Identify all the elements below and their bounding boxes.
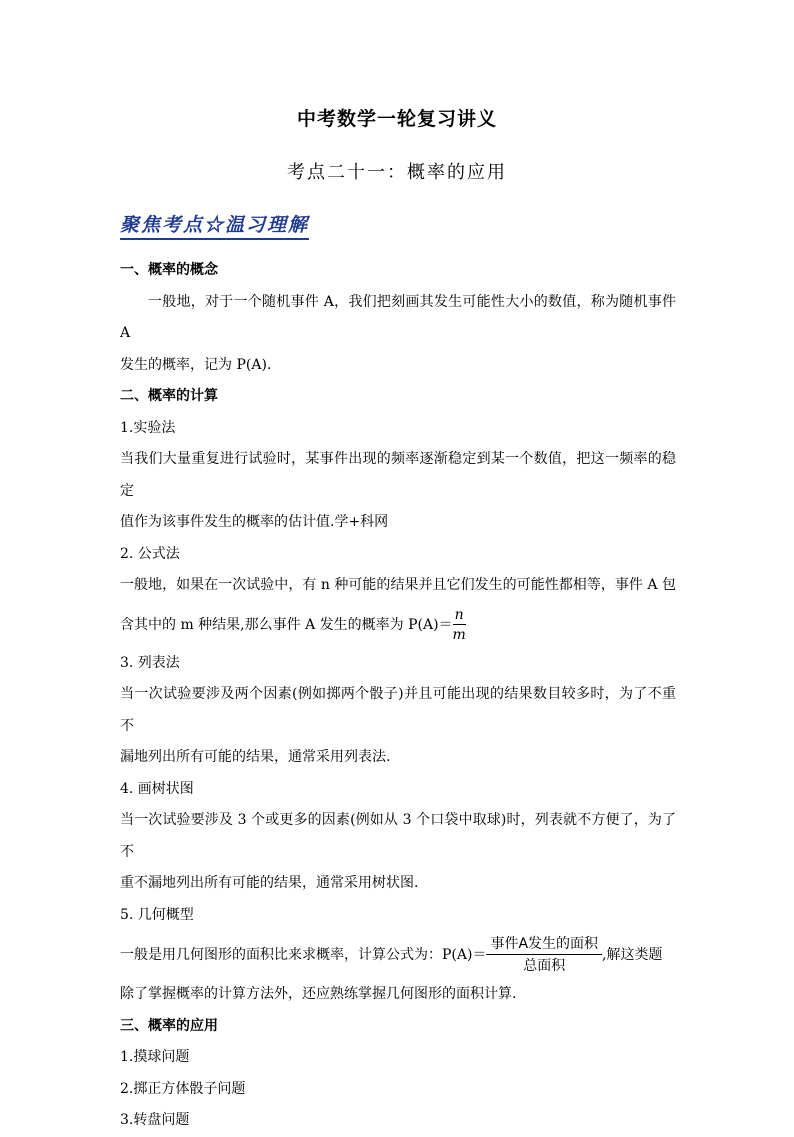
method-title-geometric: 5. 几何概型 <box>120 906 194 923</box>
method-title-formula: 2. 公式法 <box>120 545 180 562</box>
formula-line2-text: 含其中的 m 种结果,那么事件 A 发生的概率为 P(A)＝ <box>120 616 453 633</box>
heading-probability-concept: 一、概率的概念 <box>120 262 218 278</box>
method-title-experiment: 1.实验法 <box>120 419 176 436</box>
application-item-ball: 1.摸球问题 <box>120 1049 190 1065</box>
heading-probability-application: 三、概率的应用 <box>120 1017 218 1034</box>
paragraph-experiment-line2: 值作为该事件发生的概率的估计值.学+科网 <box>120 514 389 530</box>
method-title-table: 3. 列表法 <box>120 654 180 671</box>
paragraph-experiment-line1: 当我们大量重复进行试验时，某事件出现的频率逐渐稳定到某一个数值，把这一频率的稳定 <box>120 451 676 499</box>
paragraph-tree-line1: 当一次试验要涉及 3 个或更多的因素(例如从 3 个口袋中取球)时，列表就不方便了，为了不 <box>120 812 676 860</box>
paragraph-geometric-line1 <box>120 935 676 975</box>
application-item-dice: 2.掷正方体骰子问题 <box>120 1080 246 1097</box>
paragraph-geometric-line2: 除了掌握概率的计算方法外，还应熟练掌握几何图形的面积计算. <box>120 986 517 1002</box>
paragraph-table-line2: 漏地列出所有可能的结果，通常采用列表法. <box>120 749 391 765</box>
paragraph-tree-line2: 重不漏地列出所有可能的结果，通常采用树状图. <box>120 875 419 891</box>
paragraph-formula-line1: 一般地，如果在一次试验中，有 n 种可能的结果并且它们发生的可能性都相等，事件 A 包 <box>120 577 676 593</box>
paragraph-concept-line1: 一般地，对于一个随机事件 A，我们把刻画其发生可能性大小的数值，称为随机事件 A <box>120 293 676 341</box>
geometric-line1-text: 一般是用几何图形的面积比来求概率，计算公式为：P(A)＝ <box>120 947 487 963</box>
document-title: 中考数学一轮复习讲义 <box>296 108 497 130</box>
heading-probability-calculation: 二、概率的计算 <box>120 388 218 404</box>
document-body <box>120 255 676 1137</box>
geometric-fraction-denominator: 总面积 <box>523 958 566 974</box>
fraction-denominator: m <box>452 626 466 643</box>
paragraph-concept-line2: 发生的概率，记为 P(A). <box>120 356 272 373</box>
geometric-fraction <box>486 937 602 973</box>
document-subtitle: 考点二十一：概率的应用 <box>287 162 507 183</box>
geometric-line1-tail: ,解这类题 <box>602 947 663 963</box>
fraction-numerator: n <box>453 608 466 625</box>
paragraph-table-line1: 当一次试验要涉及两个因素(例如掷两个骰子)并且可能出现的结果数目较多时，为了不重不 <box>120 686 676 734</box>
formula-fraction <box>453 608 466 642</box>
method-title-tree-diagram: 4. 画树状图 <box>120 780 194 797</box>
paragraph-formula-line2 <box>120 602 676 648</box>
application-item-spinner: 3.转盘问题 <box>120 1112 190 1128</box>
geometric-fraction-numerator: 事件A发生的面积 <box>486 937 602 955</box>
section-banner: 聚焦考点☆温习理解 <box>120 210 309 240</box>
